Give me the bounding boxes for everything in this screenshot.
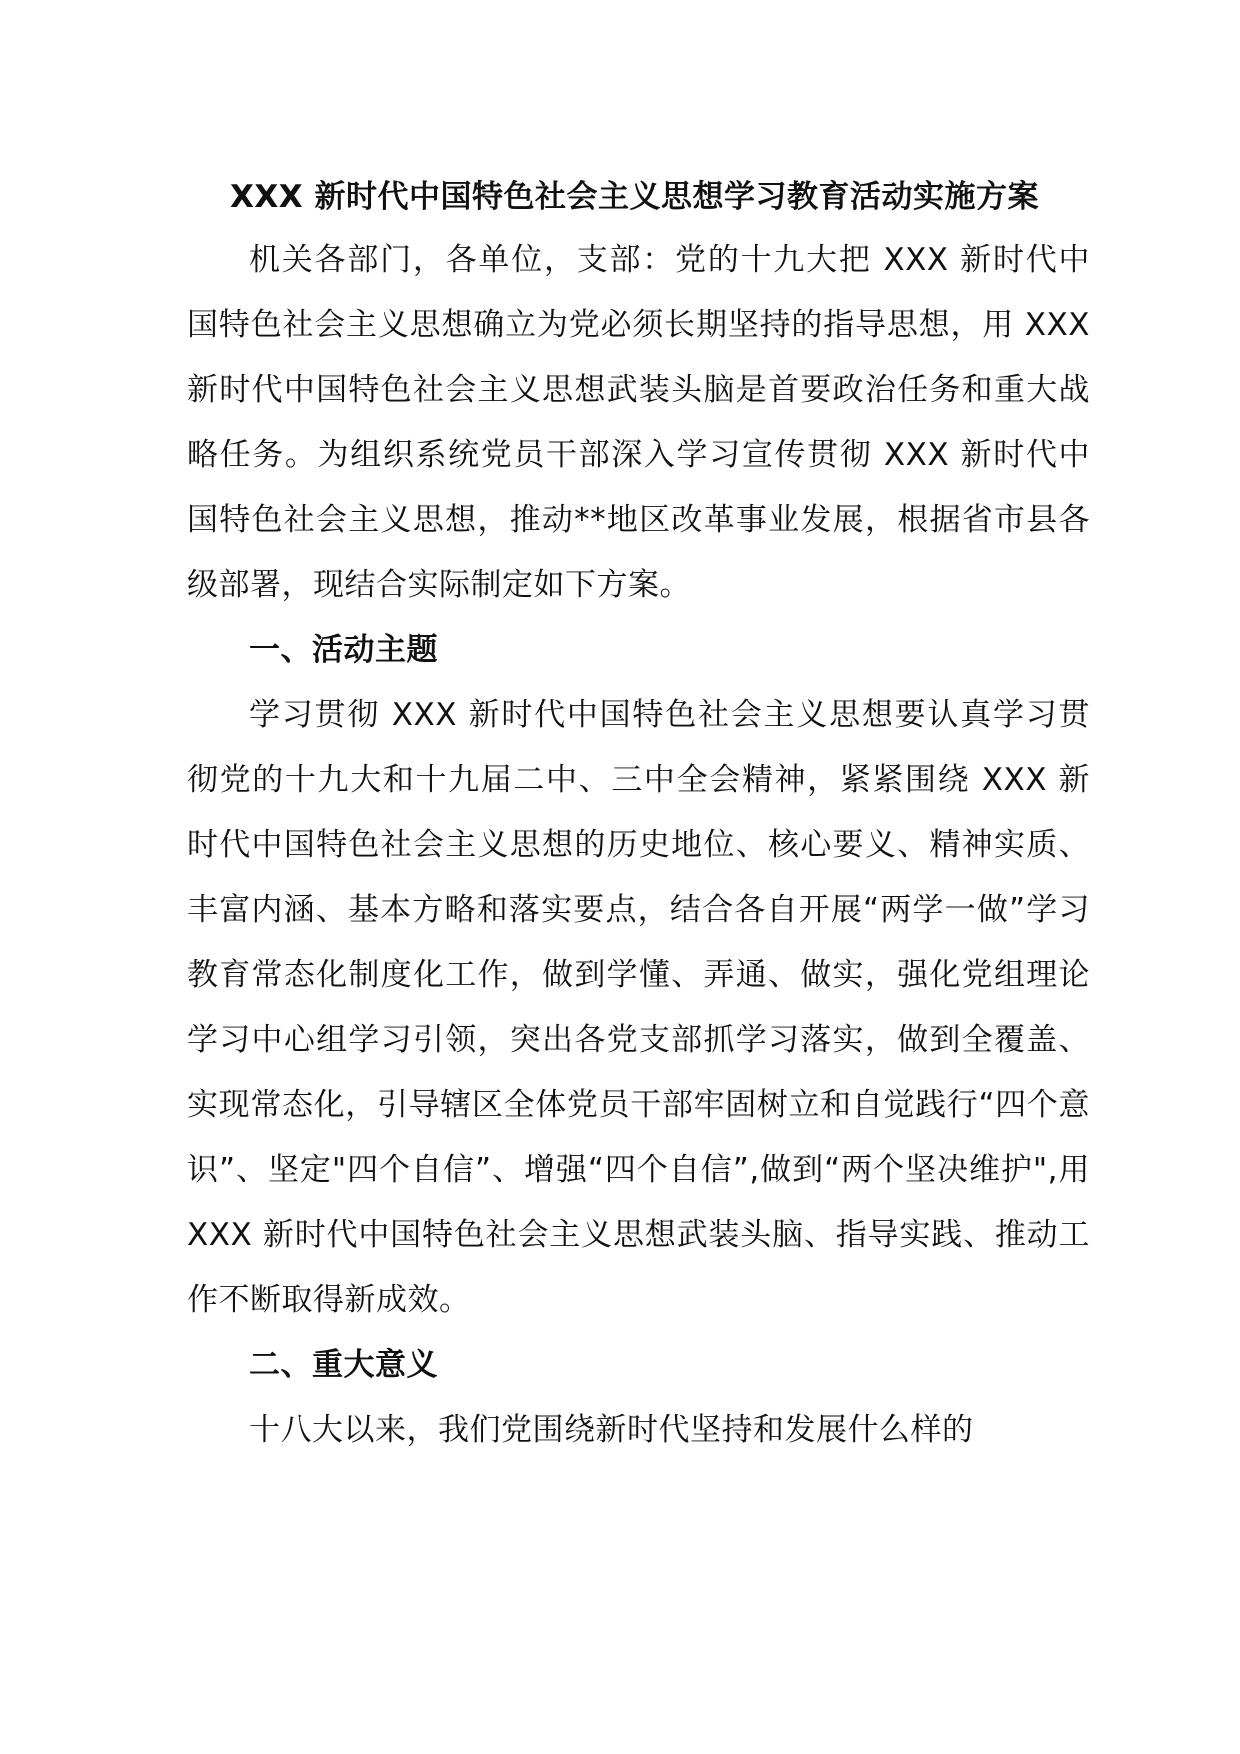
section-body-theme: 学习贯彻 XXX 新时代中国特色社会主义思想要认真学习贯彻党的十九大和十九届二中、三中全会精神，紧紧围绕 XXX 新时代中国特色社会主义思想的历史地位、核心要义、精神实质、丰富内涵、基本方略和落实要点，结合各自开展“两学一做”学习教育常态化制度化工作，做到学懂、弄通、做实，强化党组理论学习中心组学习引领，突出各党支部抓学习落实，做到全覆盖、实现常态化，引导辖区全体党员干部牢固树立和自觉践行“四个意识”、坚定"四个自信”、增强“四个自信”,做到“两个坚决维护",用 XXX 新时代中国特色社会主义思想武装头脑、指导实践、推动工作不断取得新成效。 <box>187 697 1090 1318</box>
document-title: XXX 新时代中国特色社会主义思想学习教育活动实施方案 <box>230 179 1039 215</box>
section-heading-theme: 一、活动主题 <box>249 632 438 668</box>
section-body-significance: 十八大以来，我们党围绕新时代坚持和发展什么样的 <box>249 1412 974 1448</box>
section-heading-significance: 二、重大意义 <box>249 1347 438 1383</box>
intro-paragraph: 机关各部门，各单位，支部：党的十九大把 XXX 新时代中国特色社会主义思想确立为党必须长期坚持的指导思想，用 XXX 新时代中国特色社会主义思想武装头脑是首要政治任务和重大战略任务。为组织系统党员干部深入学习宣传贯彻 XXX 新时代中国特色社会主义思想，推动**地区改革事业发展，根据省市县各级部署，现结合实际制定如下方案。 <box>187 242 1090 603</box>
